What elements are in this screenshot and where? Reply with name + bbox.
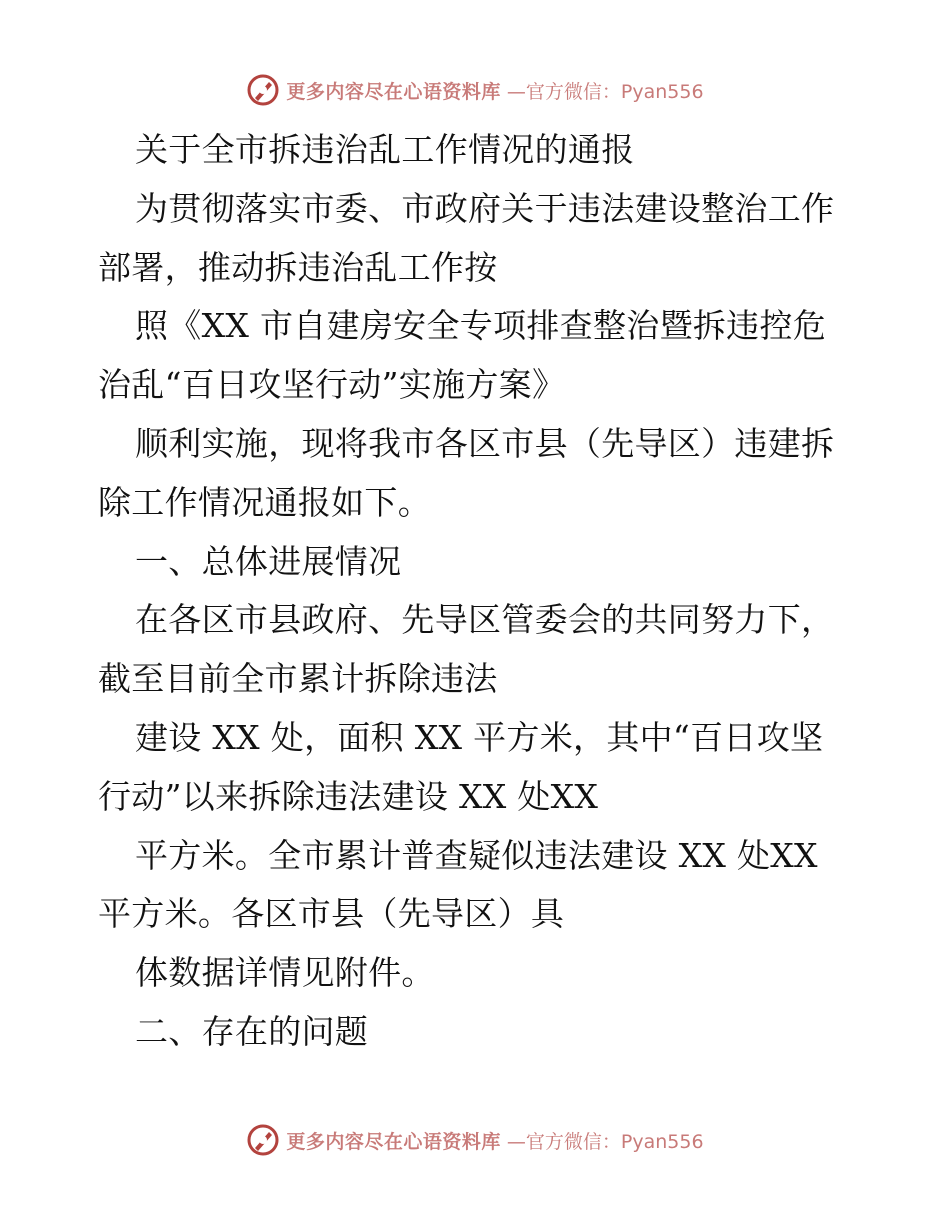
body-line: 治乱“百日攻坚行动”实施方案》 — [98, 365, 566, 405]
body-line: 平方米。全市累计普查疑似违法建设 XX 处XX — [135, 835, 818, 875]
brand-text: 更多内容尽在心语资料库 — [286, 1130, 501, 1153]
body-line: 顺利实施，现将我市各区市县（先导区）违建拆 — [135, 423, 835, 463]
section-heading: 二、存在的问题 — [135, 1011, 369, 1051]
section-heading: 一、总体进展情况 — [135, 541, 402, 581]
body-line: 截至目前全市累计拆除违法 — [98, 659, 498, 699]
footer-watermark — [0, 1120, 950, 1160]
brand-logo-icon — [246, 73, 280, 107]
brand-contact: —官方微信：Pyan556 — [506, 1130, 704, 1153]
body-line: 关于全市拆违治乱工作情况的通报 — [135, 130, 635, 169]
brand-contact: —官方微信：Pyan556 — [506, 80, 704, 103]
header-watermark — [0, 70, 950, 110]
body-line: 建设 XX 处，面积 XX 平方米，其中“百日攻坚 — [135, 717, 824, 757]
brand-logo-icon — [246, 1123, 280, 1157]
body-line: 行动”以来拆除违法建设 XX 处XX — [98, 776, 599, 816]
body-line: 为贯彻落实市委、市政府关于违法建设整治工作 — [135, 188, 835, 228]
body-line: 平方米。各区市县（先导区）具 — [98, 894, 565, 934]
body-line: 体数据详情见附件。 — [135, 953, 435, 993]
body-line: 在各区市县政府、先导区管委会的共同努力下， — [135, 600, 835, 640]
document-body — [98, 121, 858, 1062]
body-line: 部署，推动拆违治乱工作按 — [98, 247, 498, 287]
body-line: 除工作情况通报如下。 — [98, 482, 431, 522]
brand-text: 更多内容尽在心语资料库 — [286, 80, 501, 103]
brand — [246, 73, 703, 107]
brand — [246, 1123, 703, 1157]
body-line: 照《XX 市自建房安全专项排查整治暨拆违控危 — [135, 306, 827, 346]
